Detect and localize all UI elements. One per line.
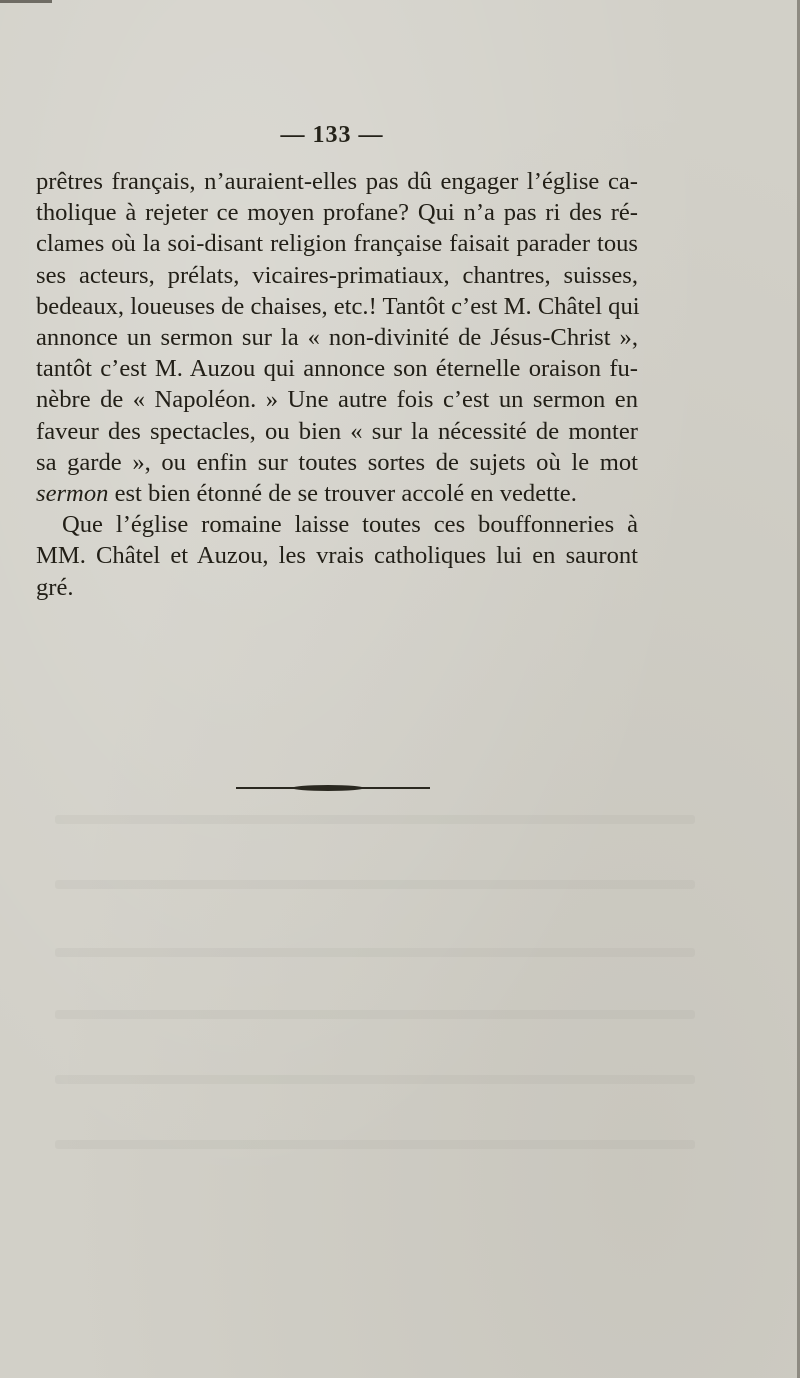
bleed-through-line [55, 815, 695, 824]
bleed-through-line [55, 1140, 695, 1149]
text-line: sa garde », ou enfin sur toutes sortes de sujets où le mot [36, 448, 638, 476]
page-edge-top [0, 0, 52, 3]
text-line: faveur des spectacles, ou bien « sur la nécessité de monter [36, 417, 638, 445]
bleed-through-line [55, 1075, 695, 1084]
text-run: est bien étonné de se trouver accolé en vedette. [108, 480, 577, 508]
text-line: prêtres français, n’auraient-elles pas dû engager l’église ca- [36, 168, 638, 195]
bleed-through-line [55, 880, 695, 889]
text-line: tholique à rejeter ce moyen profane? Qui n’a pas ri des ré- [36, 199, 638, 227]
text-line: gré. [36, 573, 74, 601]
text-line: tantôt c’est M. Auzou qui annonce son éternelle oraison fu- [36, 355, 638, 383]
text-line [36, 478, 638, 509]
text-line: Que l’église romaine laisse toutes ces bouffonneries à [62, 511, 638, 539]
bleed-through-line [55, 948, 695, 957]
body-text [36, 166, 638, 603]
text-line: ses acteurs, prélats, vicaires-primatiaux, chantres, suisses, [36, 261, 638, 289]
section-end-rule-ornament [292, 785, 364, 791]
page-number: — 133 — [280, 122, 384, 148]
bleed-through-line [55, 1010, 695, 1019]
text-line: clames où la soi-disant religion française faisait parader tous [36, 230, 638, 258]
text-line: annonce un sermon sur la « non-divinité de Jésus-Christ », [36, 324, 638, 352]
text-line: MM. Châtel et Auzou, les vrais catholiques lui en sauront [36, 542, 638, 570]
text-line: bedeaux, loueuses de chaises, etc.! Tantôt c’est M. Châtel qui [36, 292, 640, 320]
italic-word: sermon [36, 480, 109, 508]
text-line: nèbre de « Napoléon. » Une autre fois c’est un sermon en [36, 386, 638, 414]
